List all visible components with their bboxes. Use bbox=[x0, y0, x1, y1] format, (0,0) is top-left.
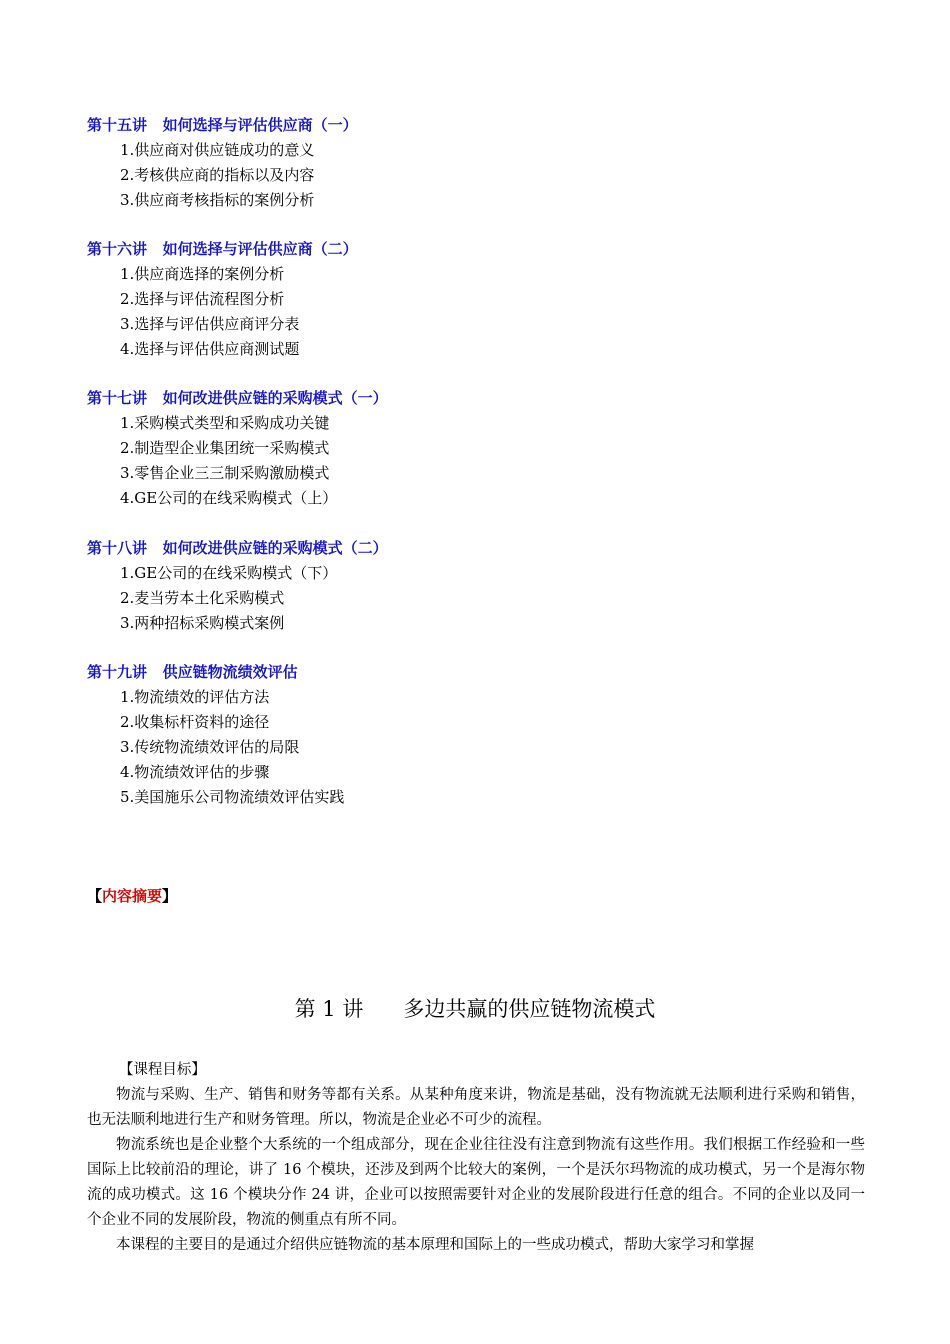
lecture-item: 4.物流绩效评估的步骤 bbox=[120, 763, 270, 781]
lecture-item: 1.物流绩效的评估方法 bbox=[120, 688, 270, 706]
lecture-item: 2.考核供应商的指标以及内容 bbox=[120, 166, 315, 184]
lecture-17 bbox=[87, 386, 388, 511]
lecture-title: 第十八讲 如何改进供应链的采购模式（二） bbox=[87, 539, 388, 557]
lecture-19 bbox=[87, 660, 344, 810]
body-text bbox=[87, 1058, 865, 1258]
lecture-item: 3.两种招标采购模式案例 bbox=[120, 614, 285, 632]
lecture-title: 第十六讲 如何选择与评估供应商（二） bbox=[87, 240, 358, 258]
lecture-15 bbox=[87, 113, 358, 213]
lecture-item: 2.麦当劳本土化采购模式 bbox=[120, 589, 285, 607]
lecture-item: 4.选择与评估供应商测试题 bbox=[120, 340, 300, 358]
course-goal-label: 【课程目标】 bbox=[118, 1062, 206, 1078]
lecture-18 bbox=[87, 536, 388, 636]
bracket-open: 【 bbox=[87, 887, 103, 905]
lecture-item: 1.GE公司的在线采购模式（下） bbox=[120, 564, 338, 582]
paragraph: 物流系统也是企业整个大系统的一个组成部分，现在企业往往没有注意到物流有这些作用。我们根据工作经验和一些国际上比较前沿的理论，讲了 16 个模块，还涉及到两个比较大的案例，一个是沃尔玛物流的成功模式，另一个是海尔物流的成功模式。这 16 个模块分作 24 讲，企业可以按照需要针对企业的发展阶段进行任意的组合。不同的企业以及同一个企业不同的发展阶段，物流的侧重点有所不同。 bbox=[87, 1137, 865, 1228]
lecture-item: 2.制造型企业集团统一采购模式 bbox=[120, 439, 330, 457]
paragraph: 物流与采购、生产、销售和财务等都有关系。从某种角度来讲，物流是基础，没有物流就无法顺利进行采购和销售，也无法顺利地进行生产和财务管理。所以，物流是企业必不可少的流程。 bbox=[87, 1087, 865, 1128]
lecture-item: 1.供应商选择的案例分析 bbox=[120, 265, 285, 283]
lecture-item: 3.零售企业三三制采购激励模式 bbox=[120, 464, 330, 482]
bracket-close: 】 bbox=[162, 887, 178, 905]
chapter-title: 第 1 讲 多边共赢的供应链物流模式 bbox=[294, 997, 656, 1021]
lecture-item: 2.收集标杆资料的途径 bbox=[120, 713, 270, 731]
lecture-item: 5.美国施乐公司物流绩效评估实践 bbox=[120, 788, 345, 806]
lecture-item: 1.采购模式类型和采购成功关键 bbox=[120, 414, 330, 432]
lecture-item: 3.传统物流绩效评估的局限 bbox=[120, 738, 300, 756]
lecture-title: 第十五讲 如何选择与评估供应商（一） bbox=[87, 116, 358, 134]
paragraph: 本课程的主要目的是通过介绍供应链物流的基本原理和国际上的一些成功模式，帮助大家学习和掌握 bbox=[116, 1237, 754, 1253]
lecture-item: 3.供应商考核指标的案例分析 bbox=[120, 191, 315, 209]
lecture-title: 第十九讲 供应链物流绩效评估 bbox=[87, 663, 298, 681]
lecture-title: 第十七讲 如何改进供应链的采购模式（一） bbox=[87, 389, 388, 407]
abstract-label: 内容摘要 bbox=[102, 887, 163, 905]
lecture-item: 4.GE公司的在线采购模式（上） bbox=[120, 489, 338, 507]
lecture-item: 3.选择与评估供应商评分表 bbox=[120, 315, 300, 333]
lecture-16 bbox=[87, 237, 358, 362]
lecture-item: 2.选择与评估流程图分析 bbox=[120, 290, 285, 308]
lecture-item: 1.供应商对供应链成功的意义 bbox=[120, 141, 315, 159]
abstract-heading bbox=[87, 885, 177, 906]
